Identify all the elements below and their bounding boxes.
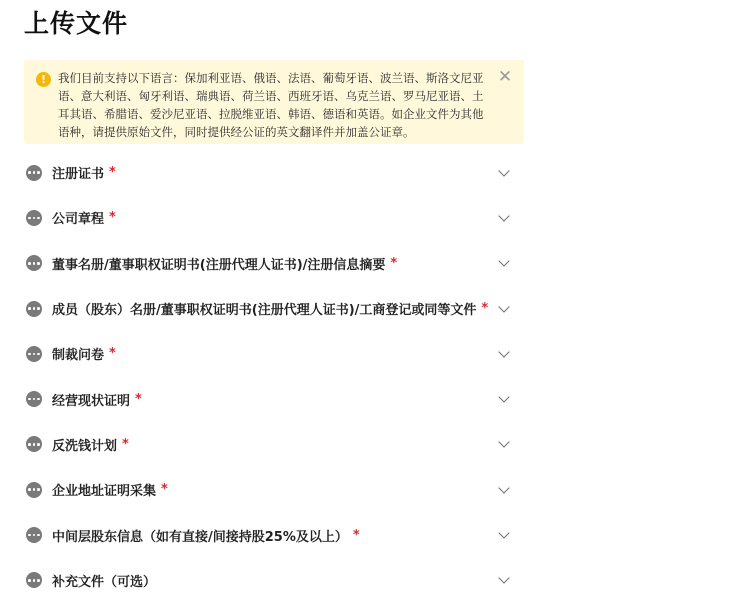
section-label: 反洗钱计划 [52,438,118,454]
warning-icon: ! [36,72,51,87]
section-row-registration-certificate[interactable] [24,150,524,195]
section-label: 企业地址证明采集 [52,484,157,500]
close-icon[interactable]: ✕ [497,67,513,87]
required-marker: * [135,391,142,407]
section-row-sanctions-questionnaire[interactable] [24,331,524,376]
document-section-list [24,150,524,600]
required-marker: * [161,482,168,498]
section-row-intermediate-shareholders[interactable] [24,512,524,557]
required-marker: * [481,301,489,317]
chevron-down-icon[interactable] [498,391,509,402]
more-dots-icon [26,210,42,226]
chevron-down-icon[interactable] [498,210,509,221]
chevron-down-icon[interactable] [498,482,509,493]
more-dots-icon [26,572,42,588]
more-dots-icon [26,346,42,362]
more-dots-icon [26,391,42,407]
required-marker: * [109,210,116,226]
required-marker: * [109,346,116,362]
section-label: 注册证书 [52,167,105,183]
section-label: 补充文件（可选） [52,574,157,590]
required-marker: * [352,527,360,543]
more-dots-icon [26,301,42,317]
page-title: 上传文件 [24,9,129,38]
section-row-articles-of-association[interactable] [24,195,524,240]
chevron-down-icon[interactable] [498,437,509,448]
section-label: 成员（股东）名册/董事职权证明书(注册代理人证书)/工商登记或同等文件 [52,303,477,319]
required-marker: * [390,255,398,271]
chevron-down-icon[interactable] [498,346,509,357]
section-row-register-of-members[interactable] [24,286,524,331]
chevron-down-icon[interactable] [498,527,509,538]
more-dots-icon [26,482,42,498]
language-notice [24,60,524,144]
section-label: 经营现状证明 [52,393,131,409]
section-row-register-of-directors[interactable] [24,241,524,286]
section-row-address-proof[interactable] [24,467,524,512]
section-label: 公司章程 [52,212,105,228]
chevron-down-icon[interactable] [498,573,509,584]
section-row-business-status-proof[interactable] [24,376,524,421]
section-row-supplementary-files[interactable] [24,558,524,600]
chevron-down-icon[interactable] [498,256,509,267]
more-dots-icon [26,436,42,452]
more-dots-icon [26,165,42,181]
section-row-aml-plan[interactable] [24,422,524,467]
required-marker: * [122,436,129,452]
more-dots-icon [26,527,42,543]
section-label: 制裁问卷 [52,348,105,364]
required-marker: * [109,165,116,181]
notice-text: 我们目前支持以下语言：保加利亚语、俄语、法语、葡萄牙语、波兰语、斯洛文尼亚语、意大利语、匈牙利语、瑞典语、荷兰语、西班牙语、乌克兰语、罗马尼亚语、土耳其语、希腊语、爱沙尼亚语、拉脱维亚语、韩语、德语和英语。如企业文件为其他语种，请提供原始文件，同时提供经公证的英文翻译件并加盖公证章。 [58,71,484,139]
more-dots-icon [26,255,42,271]
section-label: 董事名册/董事职权证明书(注册代理人证书)/注册信息摘要 [52,257,386,273]
chevron-down-icon[interactable] [498,165,509,176]
section-label: 中间层股东信息（如有直接/间接持股25%及以上） [52,529,348,545]
chevron-down-icon[interactable] [498,301,509,312]
